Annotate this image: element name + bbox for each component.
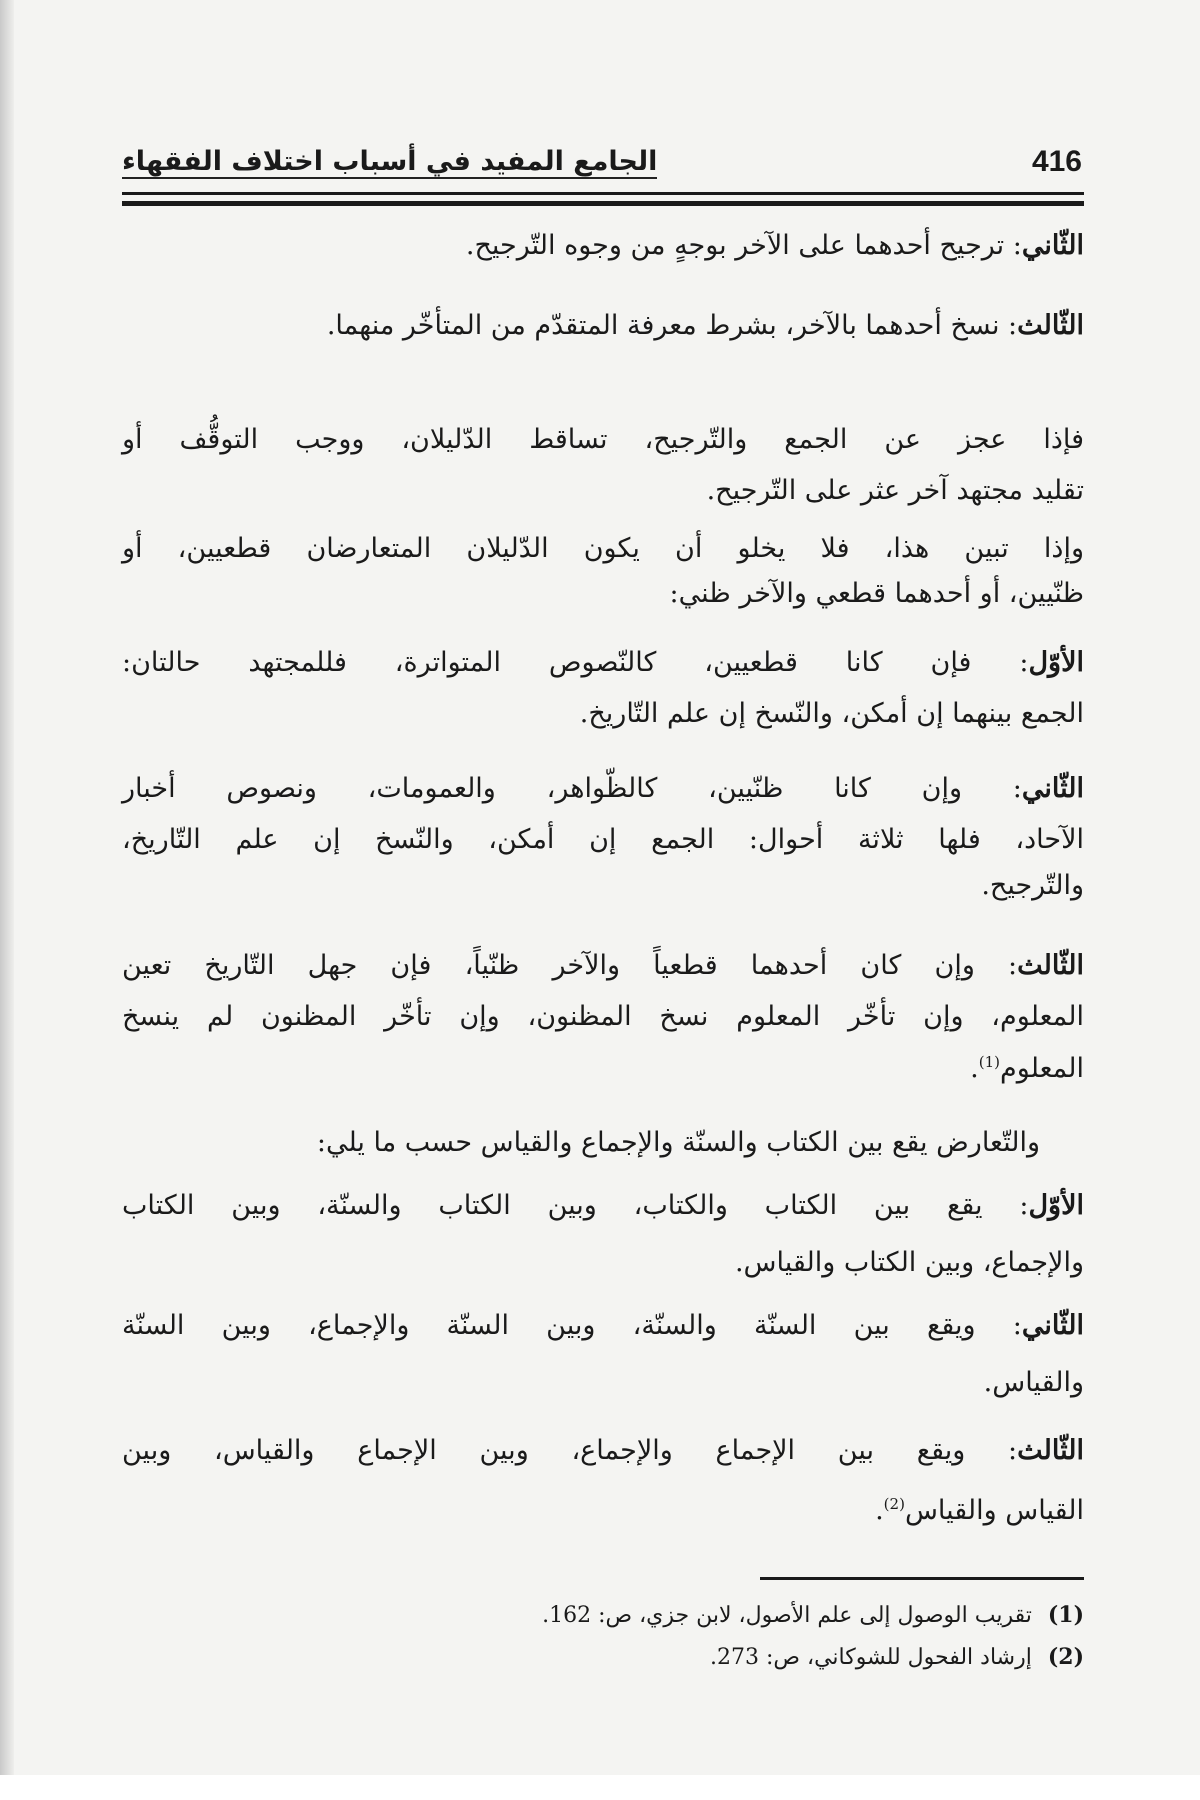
footnote-number: (1)	[1047, 1602, 1084, 1628]
section-label: الثّاني	[1021, 230, 1084, 261]
line-text: : فإن كانا قطعيين، كالنّصوص المتواترة، فللمجتهد حالتان:	[122, 647, 1029, 678]
text-line	[122, 1121, 1084, 1165]
footnote-number: (2)	[1047, 1644, 1084, 1670]
text-line	[122, 864, 1084, 908]
line-text: : وإن كانا ظنّيين، كالظّواهر، والعمومات، ونصوص أخبار	[122, 773, 1022, 804]
section-label: الثّالث	[1017, 950, 1084, 981]
section-label: الأوّل	[1028, 647, 1084, 678]
section-label: الثّاني	[1021, 773, 1084, 804]
line-text: : يقع بين الكتاب والكتاب، وبين الكتاب والسنّة، وبين الكتاب	[122, 1190, 1029, 1221]
text-line	[122, 224, 1084, 268]
text-line	[122, 1304, 1084, 1348]
line-text: : ويقع بين الإجماع والإجماع، وبين الإجماع والقياس، وبين	[122, 1435, 1018, 1466]
line-text: : نسخ أحدهما بالآخر، بشرط معرفة المتقدّم من المتأخّر منهما.	[326, 310, 1018, 341]
line-text: : ترجيح أحدهما على الآخر بوجهٍ من وجوه التّرجيح.	[465, 230, 1022, 261]
section-label: الأوّل	[1028, 1190, 1084, 1221]
text-line	[122, 572, 1084, 616]
text-line	[122, 1047, 1084, 1091]
footnote-text: تقريب الوصول إلى علم الأصول، لابن جزي، ص: 162.	[542, 1603, 1032, 1628]
text-line	[122, 527, 1084, 571]
text-line	[122, 304, 1084, 348]
footnote-separator	[760, 1577, 1084, 1580]
text-line	[122, 1184, 1084, 1228]
text-line	[122, 767, 1084, 811]
text-line	[122, 469, 1084, 513]
section-label: الثّالث	[1017, 310, 1084, 341]
footnote-2	[710, 1640, 1084, 1675]
text-line	[122, 641, 1084, 685]
text-line	[122, 944, 1084, 988]
line-text: والتّعارض يقع بين الكتاب والسنّة والإجماع والقياس حسب ما يلي:	[316, 1127, 1040, 1158]
scan-border	[0, 1775, 1200, 1800]
line-text: المعلوم، وإن تأخّر المعلوم نسخ المظنون، وإن تأخّر المظنون لم ينسخ	[122, 1001, 1084, 1032]
page-number: 416	[1031, 145, 1082, 178]
line-punctuation: .	[970, 1053, 979, 1084]
line-text: فإذا عجز عن الجمع والتّرجيح، تساقط الدّليلان، ووجب التوقُّف أو	[122, 424, 1084, 455]
footnote-text: إرشاد الفحول للشوكاني، ص: 273.	[709, 1645, 1032, 1670]
text-line	[122, 995, 1084, 1039]
text-line	[122, 1241, 1084, 1285]
line-text: المعلوم	[1000, 1053, 1084, 1084]
line-text: تقليد مجتهد آخر عثر على التّرجيح.	[706, 475, 1084, 506]
line-punctuation: .	[875, 1495, 884, 1526]
footnote-reference: (1)	[978, 1053, 1001, 1071]
page-edge-shadow	[0, 0, 14, 1775]
line-text: : ويقع بين السنّة والسنّة، وبين السنّة والإجماع، وبين السنّة	[122, 1310, 1022, 1341]
section-label: الثّاني	[1021, 1310, 1084, 1341]
line-text: والإجماع، وبين الكتاب والقياس.	[734, 1247, 1084, 1278]
line-text: وإذا تبين هذا، فلا يخلو أن يكون الدّليلان المتعارضان قطعيين، أو	[122, 533, 1084, 564]
header-rule-thin	[122, 192, 1084, 195]
section-label: الثّالث	[1017, 1435, 1084, 1466]
text-line	[122, 1429, 1084, 1473]
text-line	[122, 692, 1084, 736]
text-line	[122, 418, 1084, 462]
header-rule-thick	[122, 201, 1084, 206]
text-line	[122, 818, 1084, 862]
line-text: الآحاد، فلها ثلاثة أحوال: الجمع إن أمكن، والنّسخ إن علم التّاريخ،	[122, 824, 1084, 855]
text-line	[122, 1489, 1084, 1533]
line-text: والقياس.	[983, 1367, 1084, 1398]
text-line	[122, 1361, 1084, 1405]
line-text: ظنّيين، أو أحدهما قطعي والآخر ظني:	[669, 578, 1084, 609]
running-header-title: الجامع المفيد في أسباب اختلاف الفقهاء	[122, 146, 658, 177]
footnote-1	[542, 1598, 1084, 1633]
line-text: والتّرجيح.	[981, 870, 1084, 901]
line-text: القياس والقياس	[904, 1495, 1084, 1526]
footnote-reference: (2)	[883, 1495, 905, 1513]
line-text: : وإن كان أحدهما قطعياً والآخر ظنّياً، فإن جهل التّاريخ تعين	[122, 950, 1018, 981]
line-text: الجمع بينهما إن أمكن، والنّسخ إن علم التّاريخ.	[579, 698, 1084, 729]
